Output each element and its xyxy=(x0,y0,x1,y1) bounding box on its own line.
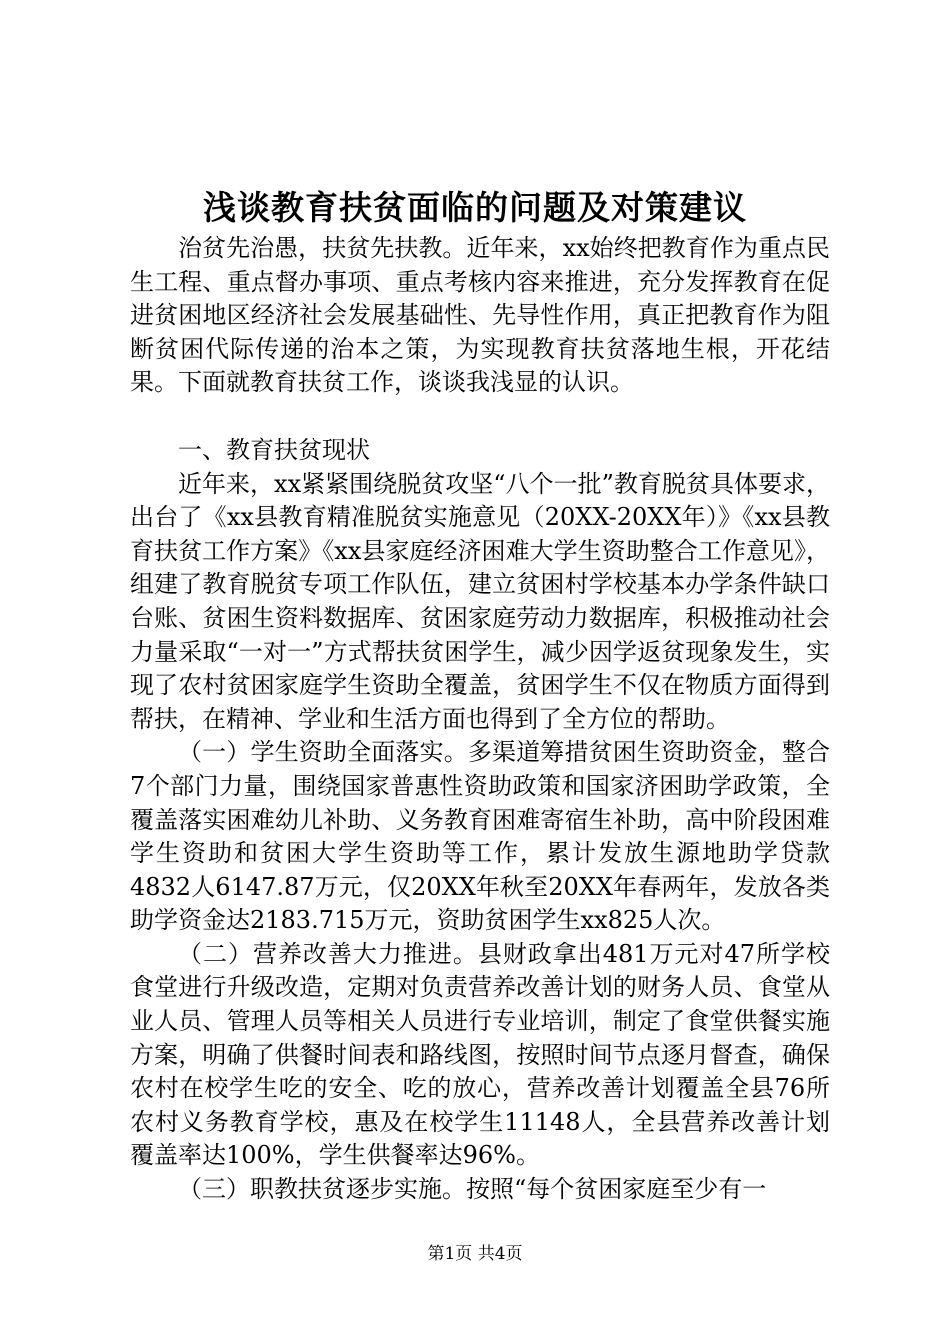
subsection-student-aid: （一）学生资助全面落实。多渠道筹措贫困生资助资金，整合7个部门力量，围绕国家普惠性资助政策和国家济困助学政策，全覆盖落实困难幼儿补助、义务教育困难寄宿生补助，高中阶段困难学生资助和贫困大学生资助等工作，累计发放生源地助学贷款4832人6147.87万元，仅20XX年秋至20XX年春两年，发放各类助学资金达2183.715万元，资助贫困学生xx825人次。 xyxy=(130,738,830,935)
subsection-nutrition: （二）营养改善大力推进。县财政拿出481万元对47所学校食堂进行升级改造，定期对负责营养改善计划的财务人员、食堂从业人员、管理人员等相关人员进行专业培训，制定了食堂供餐实施方案，明确了供餐时间表和路线图，按照时间节点逐月督查，确保农村在校学生吃的安全、吃的放心，营养改善计划覆盖全县76所农村义务教育学校，惠及在校学生11148人，全县营养改善计划覆盖率达100%，学生供餐率达96%。 xyxy=(130,939,830,1170)
section-heading: 一、教育扶贫现状 xyxy=(178,435,370,464)
document-title: 浅谈教育扶贫面临的问题及对策建议 xyxy=(203,188,747,227)
page-number: 第1页 共4页 xyxy=(427,1244,523,1264)
intro-paragraph: 治贫先治愚，扶贫先扶教。近年来，xx始终把教育作为重点民生工程、重点督办事项、重点考核内容来推进，充分发挥教育在促进贫困地区经济社会发展基础性、先导性作用，真正把教育作为阻断贫困代际传递的治本之策，为实现教育扶贫落地生根，开花结果。下面就教育扶贫工作，谈谈我浅显的认识。 xyxy=(130,234,830,397)
status-paragraph: 近年来，xx紧紧围绕脱贫攻坚“八个一批”教育脱贫具体要求，出台了《xx县教育精准脱贫实施意见（20XX-20XX年）》《xx县教育扶贫工作方案》《xx县家庭经济困难大学生资助整合工作意见》，组建了教育脱贫专项工作队伍，建立贫困村学校基本办学条件缺口台账、贫困生资料数据库、贫困家庭劳动力数据库，积极推动社会力量采取“一对一”方式帮扶贫困学生，减少因学返贫现象发生，实现了农村贫困家庭学生资助全覆盖，贫困学生不仅在物质方面得到帮扶，在精神、学业和生活方面也得到了全方位的帮助。 xyxy=(130,469,830,733)
paragraph-spacer xyxy=(130,400,830,434)
subsection-vocational: （三）职教扶贫逐步实施。按照“每个贫困家庭至少有一 xyxy=(178,1175,767,1204)
document-body xyxy=(130,232,830,1207)
